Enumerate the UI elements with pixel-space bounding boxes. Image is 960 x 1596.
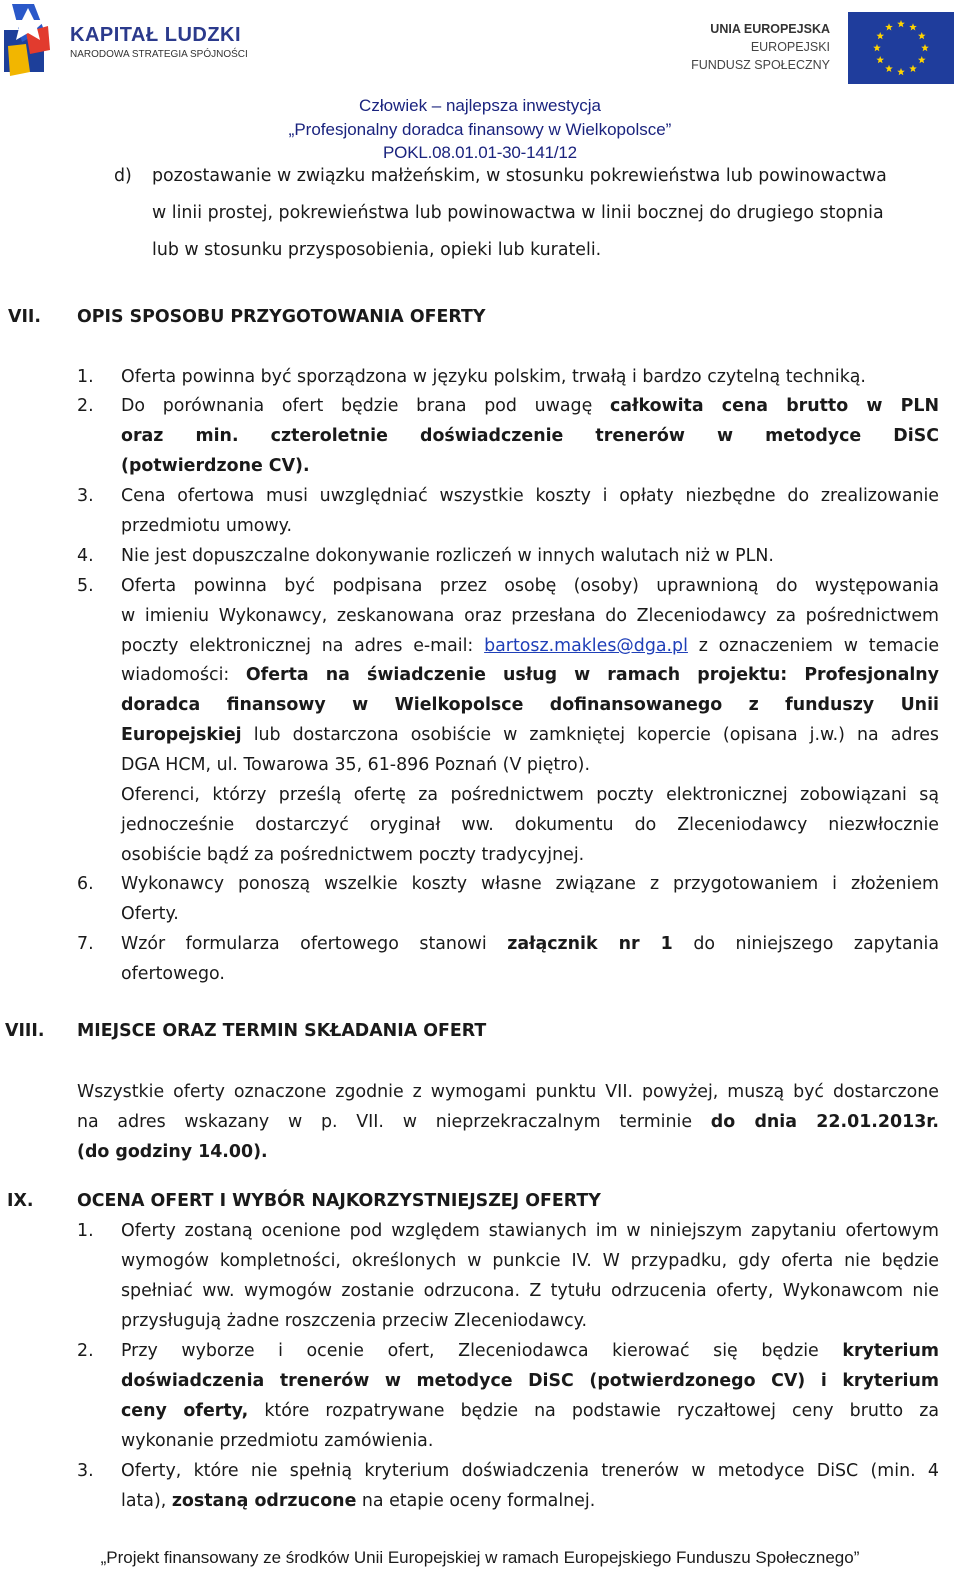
vii-item5-text-a: poczty elektronicznej na adres e-mail: [121, 636, 474, 656]
item-d-line2: w linii prostej, pokrewieństwa lub powinowactwa w linii bocznej do drugiego stopnia [152, 203, 884, 223]
vii-item5-bold-europejskiej: Europejskiej [121, 725, 242, 745]
vii-item7-number: 7. [77, 934, 94, 954]
ix-item2-line1 [121, 1339, 939, 1363]
item-d-marker: d) [114, 166, 132, 186]
item-d-line3: lub w stosunku przysposobienia, opieki lub kurateli. [152, 240, 602, 260]
vii-item5-number: 5. [77, 576, 94, 596]
vii-item6-number: 6. [77, 874, 94, 894]
vii-item2-bold-price: całkowita cena brutto w PLN [609, 396, 940, 416]
kapital-ludzki-subtitle: NARODOWA STRATEGIA SPÓJNOŚCI [70, 49, 248, 60]
vii-item5-text-d: lub dostarczona osobiście w zamkniętej kopercie (opisana j.w.) na adres [253, 725, 939, 745]
viii-line3: (do godziny 14.00). [77, 1142, 268, 1162]
vii-item2-line2: oraz min. czteroletnie doświadczenie trenerów w metodyce DiSC [121, 426, 939, 446]
ix-item1-line4: przysługują żadne roszczenia przeciw Zleceniodawcy. [121, 1311, 587, 1331]
vii-item7-line2: ofertowego. [121, 964, 225, 984]
ix-item2-line2: doświadczenia trenerów w metodyce DiSC (potwierdzonego CV) i kryterium [121, 1371, 939, 1391]
ix-item2-bold-price: ceny oferty, [121, 1401, 249, 1421]
vii-item3-line1: Cena ofertowa musi uwzględniać wszystkie koszty i opłaty niezbędne do zrealizowanie [121, 486, 939, 506]
vii-item5-line8: Oferenci, którzy prześlą ofertę za pośrednictwem poczty elektronicznej zobowiązani są [121, 785, 939, 805]
kapital-ludzki-title: KAPITAŁ LUDZKI [70, 24, 242, 46]
section-vii-title: OPIS SPOSOBU PRZYGOTOWANIA OFERTY [77, 307, 486, 327]
ix-item1-number: 1. [77, 1221, 94, 1241]
vii-item2-line3: (potwierdzone CV). [121, 456, 310, 476]
vii-item5-bold-subject: Oferta na świadczenie usług w ramach projektu: Profesjonalny [245, 665, 940, 685]
vii-item7-text-b: do niniejszego zapytania [693, 934, 939, 954]
ix-item2-number: 2. [77, 1341, 94, 1361]
vii-item5-line9: jednocześnie dostarczyć oryginał ww. dokumentu do Zleceniodawcy niezwłocznie [121, 815, 939, 835]
ix-item2-text-a: Przy wyborze i ocenie ofert, Zleceniodawca kierować się będzie [121, 1341, 819, 1361]
vii-item2-text-a: Do porównania ofert będzie brana pod uwagę [121, 396, 593, 416]
viii-bold-date: do dnia 22.01.2013r. [710, 1112, 940, 1132]
header-line3: POKL.08.01.01-30-141/12 [383, 143, 577, 162]
ix-item1-line1: Oferty zostaną ocenione pod względem stawianych im w niniejszym zapytaniu ofertowym [121, 1221, 939, 1241]
ix-item1-line2: wymogów kompletności, określonych w punkcie IV. W przypadku, gdy oferta nie będzie [121, 1251, 939, 1271]
section-ix-number: IX. [7, 1191, 34, 1211]
ue-logo-line2: EUROPEJSKI [750, 40, 830, 54]
ue-logo-line3: FUNDUSZ SPOŁECZNY [691, 58, 830, 72]
vii-item4-number: 4. [77, 546, 94, 566]
vii-item4-text: Nie jest dopuszczalne dokonywanie rozliczeń w innych walutach niż w PLN. [121, 546, 774, 566]
vii-item5-line1: Oferta powinna być podpisana przez osobę (osoby) uprawnioną do występowania [121, 576, 939, 596]
vii-item5-line6 [121, 723, 939, 747]
vii-item1-text: Oferta powinna być sporządzona w języku polskim, trwałą i bardzo czytelną techniką. [121, 367, 866, 387]
viii-line2 [77, 1110, 939, 1134]
page-footer: „Projekt finansowany ze środków Unii Europejskiej w ramach Europejskiego Funduszu Społecznego” [100, 1548, 860, 1567]
vii-item7-line1 [121, 932, 939, 956]
vii-item5-line10: osobiście bądź za pośrednictwem poczty tradycyjnej. [121, 845, 585, 865]
ix-item3-bold-rejected: zostaną odrzucone [171, 1491, 357, 1511]
vii-item3-number: 3. [77, 486, 94, 506]
vii-item1-number: 1. [77, 367, 94, 387]
vii-item7-text-a: Wzór formularza ofertowego stanowi [121, 934, 487, 954]
ix-item3-text-b: na etapie oceny formalnej. [361, 1491, 596, 1511]
ix-item2-text-b: które rozpatrywane będzie na podstawie ryczałtowej ceny brutto za [264, 1401, 940, 1421]
ix-item3-number: 3. [77, 1461, 94, 1481]
ix-item2-bold-kryterium: kryterium [842, 1341, 939, 1361]
ix-item2-line4: wykonanie przedmiotu zamówienia. [121, 1431, 434, 1451]
ix-item3-text-a: lata), [121, 1491, 167, 1511]
vii-item2-line1 [121, 394, 939, 418]
vii-item6-line2: Oferty. [121, 904, 179, 924]
ue-logo-line1: UNIA EUROPEJSKA [710, 22, 830, 36]
vii-item5-line4 [121, 663, 939, 687]
kapital-ludzki-emblem-icon [4, 2, 66, 80]
item-d-line1: pozostawanie w związku małżeńskim, w stosunku pokrewieństwa lub powinowactwa [152, 166, 887, 186]
ix-item1-line3: spełniać ww. wymogów zostanie odrzucona. Z tytułu odrzucenia oferty, Wykonawcom nie [121, 1281, 939, 1301]
vii-item2-number: 2. [77, 396, 94, 416]
ix-item2-line3 [121, 1399, 939, 1423]
header-line2: „Profesjonalny doradca finansowy w Wielkopolsce” [288, 120, 672, 139]
vii-item6-line1: Wykonawcy ponoszą wszelkie koszty własne związane z przygotowaniem i złożeniem [121, 874, 939, 894]
vii-item5-line3 [121, 634, 939, 658]
viii-text-a: na adres wskazany w p. VII. w nieprzekraczalnym terminie [77, 1112, 693, 1132]
vii-item3-line2: przedmiotu umowy. [121, 516, 293, 536]
ix-item3-line2 [121, 1489, 595, 1513]
section-vii-number: VII. [8, 307, 42, 327]
email-link[interactable]: bartosz.makles@dga.pl [484, 636, 688, 656]
section-viii-number: VIII. [5, 1021, 45, 1041]
section-ix-title: OCENA OFERT I WYBÓR NAJKORZYSTNIEJSZEJ OFERTY [77, 1191, 601, 1211]
vii-item5-line2: w imieniu Wykonawcy, zeskanowana oraz przesłana do Zleceniodawcy za pośrednictwem [121, 606, 939, 626]
ix-item3-line1: Oferty, które nie spełnią kryterium doświadczenia trenerów w metodyce DiSC (min. 4 [121, 1461, 939, 1481]
vii-item5-text-c: wiadomości: [121, 665, 230, 685]
header-line1: Człowiek – najlepsza inwestycja [359, 96, 601, 115]
vii-item5-text-b: z oznaczeniem w temacie [698, 636, 940, 656]
section-viii-title: MIEJSCE ORAZ TERMIN SKŁADANIA OFERT [77, 1021, 487, 1041]
viii-line1: Wszystkie oferty oznaczone zgodnie z wymogami punktu VII. powyżej, muszą być dostarczone [77, 1082, 939, 1102]
eu-flag-icon [848, 12, 954, 84]
vii-item5-line7: DGA HCM, ul. Towarowa 35, 61-896 Poznań (V piętro). [121, 755, 590, 775]
vii-item7-bold-attachment: załącznik nr 1 [507, 934, 673, 954]
vii-item5-line5: doradca finansowy w Wielkopolsce dofinansowanego z funduszy Unii [121, 695, 939, 715]
